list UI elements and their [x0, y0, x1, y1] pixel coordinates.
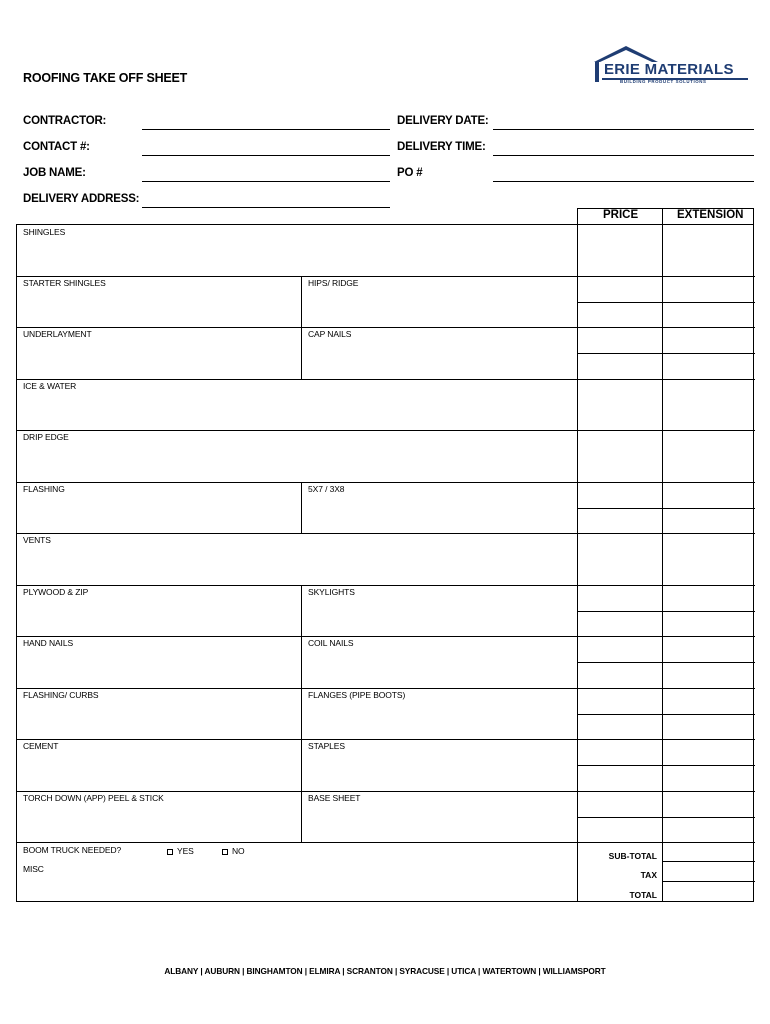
price-row-line — [577, 585, 755, 586]
total-row-line — [662, 881, 755, 882]
price-row-line — [577, 739, 755, 740]
cement-label: CEMENT — [23, 741, 59, 751]
price-row-line — [577, 353, 755, 354]
yes-label: YES — [177, 846, 194, 856]
row-line — [17, 585, 577, 586]
plywood-zip-label: PLYWOOD & ZIP — [23, 587, 89, 597]
flashing-label: FLASHING — [23, 484, 65, 494]
price-row-line — [577, 302, 755, 303]
delivery-date-label: DELIVERY DATE: — [397, 115, 489, 127]
delivery-address-label: DELIVERY ADDRESS: — [23, 193, 140, 205]
row-line — [17, 533, 577, 534]
misc-label: MISC — [23, 864, 44, 874]
erie-materials-logo — [592, 44, 752, 88]
price-header: PRICE — [603, 209, 639, 221]
delivery-time-label: DELIVERY TIME: — [397, 141, 486, 153]
row-line — [17, 327, 577, 328]
extension-header: EXTENSION — [677, 209, 744, 221]
price-row-line — [577, 508, 755, 509]
vents-label: VENTS — [23, 535, 51, 545]
underlayment-label: UNDERLAYMENT — [23, 329, 92, 339]
row-line — [17, 791, 577, 792]
shingles-label: SHINGLES — [23, 227, 66, 237]
price-row-line — [577, 714, 755, 715]
row-line — [17, 842, 577, 843]
price-row-line — [577, 327, 755, 328]
delivery-time-field[interactable] — [493, 155, 754, 156]
delivery-address-field[interactable] — [142, 207, 390, 208]
price-row-line — [577, 430, 755, 431]
ice-water-label: ICE & WATER — [23, 381, 77, 391]
torch-down-label: TORCH DOWN (APP) PEEL & STICK — [23, 793, 164, 803]
contractor-label: CONTRACTOR: — [23, 115, 107, 127]
hand-nails-label: HAND NAILS — [23, 638, 74, 648]
hips-ridge-label: HIPS/ RIDGE — [308, 278, 359, 288]
tax-label: TAX — [640, 870, 657, 880]
mid-divider-3 — [301, 585, 302, 842]
po-field[interactable] — [493, 181, 754, 182]
row-line — [17, 739, 577, 740]
delivery-date-field[interactable] — [493, 129, 754, 130]
row-line — [17, 482, 577, 483]
logo-name: ERIE MATERIALS — [604, 61, 734, 78]
contact-label: CONTACT #: — [23, 141, 90, 153]
takeoff-grid — [16, 224, 754, 902]
price-row-line — [577, 636, 755, 637]
row-line — [17, 688, 577, 689]
yes-option[interactable] — [167, 846, 194, 856]
five-by-seven-label: 5X7 / 3X8 — [308, 484, 345, 494]
po-label: PO # — [397, 167, 423, 179]
no-checkbox-icon[interactable] — [222, 849, 228, 855]
page-title: ROOFING TAKE OFF SHEET — [23, 71, 188, 85]
price-row-line — [577, 842, 755, 843]
skylights-label: SKYLIGHTS — [308, 587, 355, 597]
total-label: TOTAL — [629, 890, 657, 900]
staples-label: STAPLES — [308, 741, 345, 751]
price-row-line — [577, 482, 755, 483]
drip-edge-label: DRIP EDGE — [23, 432, 69, 442]
locations-footer: ALBANY | AUBURN | BINGHAMTON | ELMIRA | SCRANTON | SYRACUSE | UTICA | WATERTOWN | WILLIAMSPORT — [164, 966, 606, 976]
coil-nails-label: COIL NAILS — [308, 638, 354, 648]
flanges-label: FLANGES (PIPE BOOTS) — [308, 690, 406, 700]
price-row-line — [577, 611, 755, 612]
price-row-line — [577, 533, 755, 534]
tax-row-line — [662, 861, 755, 862]
no-option[interactable] — [222, 846, 245, 856]
starter-shingles-label: STARTER SHINGLES — [23, 278, 106, 288]
contractor-field[interactable] — [142, 129, 390, 130]
cap-nails-label: CAP NAILS — [308, 329, 352, 339]
row-line — [17, 430, 577, 431]
price-row-line — [577, 379, 755, 380]
mid-divider-2 — [301, 482, 302, 533]
base-sheet-label: BASE SHEET — [308, 793, 361, 803]
row-line — [17, 636, 577, 637]
flashing-curbs-label: FLASHING/ CURBS — [23, 690, 99, 700]
job-name-field[interactable] — [142, 181, 390, 182]
job-name-label: JOB NAME: — [23, 167, 86, 179]
logo-tagline: BUILDING PRODUCT SOLUTIONS — [620, 79, 707, 84]
price-row-line — [577, 791, 755, 792]
contact-field[interactable] — [142, 155, 390, 156]
price-row-line — [577, 765, 755, 766]
row-line — [17, 276, 577, 277]
subtotal-label: SUB-TOTAL — [608, 851, 657, 861]
no-label: NO — [232, 846, 245, 856]
row-line — [17, 379, 577, 380]
price-row-line — [577, 688, 755, 689]
yes-checkbox-icon[interactable] — [167, 849, 173, 855]
boom-truck-label: BOOM TRUCK NEEDED? — [23, 845, 122, 855]
price-row-line — [577, 662, 755, 663]
price-row-line — [577, 276, 755, 277]
price-row-line — [577, 817, 755, 818]
